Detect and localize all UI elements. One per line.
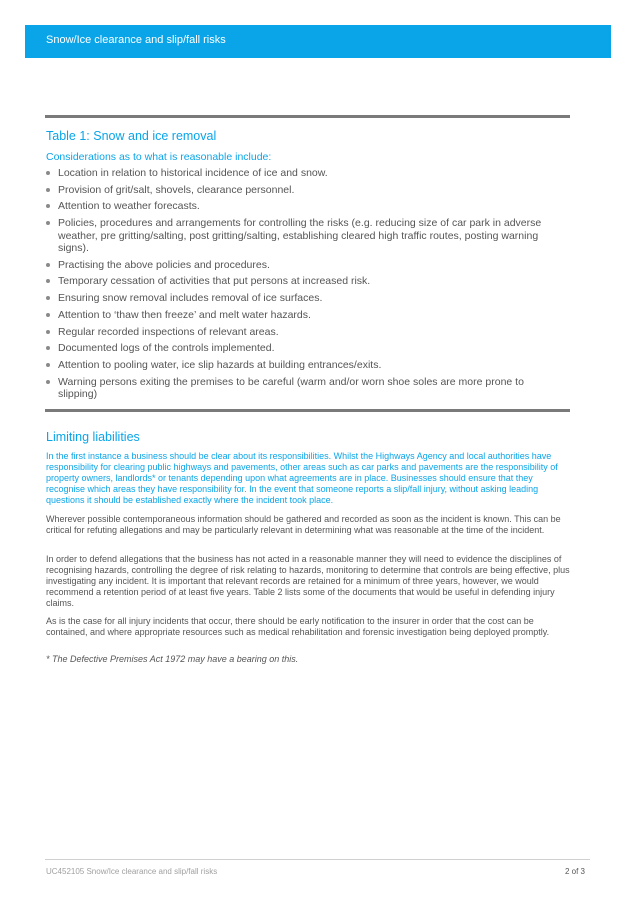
list-item <box>46 326 558 339</box>
bullet-icon <box>46 204 50 208</box>
bullet-icon <box>46 330 50 334</box>
table-top-rule <box>45 115 570 118</box>
table-subtitle: Considerations as to what is reasonable include: <box>46 151 272 163</box>
list-item <box>46 167 558 180</box>
list-item <box>46 342 558 355</box>
table-title: Table 1: Snow and ice removal <box>46 129 217 143</box>
bullet-icon <box>46 263 50 267</box>
body-paragraph: As is the case for all injury incidents that occur, there should be early notification to the insurer in order that the cost can be contained, and where appropriate resources such as medical rehabilitation and forensic investigation being deployed promptly. <box>46 616 550 637</box>
bullet-icon <box>46 279 50 283</box>
section-title: Limiting liabilities <box>46 430 140 444</box>
list-item <box>46 359 558 372</box>
bullet-icon <box>46 171 50 175</box>
list-item <box>46 376 558 401</box>
intro-paragraph: In the first instance a business should be clear about its responsibilities. Whilst the Highways Agency and local authorities have responsibility for clearing public highways and pavements, other areas such as car parks and pavements are the responsibility of property owners, landlords* or tenants depending upon what agreements are in place. Businesses should ensure that they recognise which areas they have responsibility for. In the event that someone reports a slip/fall injury, without asking leading questions it should be established exactly where the incident took place. <box>46 451 558 505</box>
list-item <box>46 275 558 288</box>
body-paragraph: Wherever possible contemporaneous information should be gathered and recorded as soon as the incident is known. This can be critical for refuting allegations and may be particularly relevant in determining what was reasonable at the time of the incident. <box>46 514 561 535</box>
list-item-text: Policies, procedures and arrangements for controlling the risks (e.g. reducing size of car park in adverse weather, pre gritting/salting, post gritting/salting, establishing cleared high traffic routes, posting warning signs). <box>58 217 542 255</box>
list-item-text: Attention to weather forecasts. <box>58 200 200 213</box>
list-item <box>46 309 558 322</box>
list-item-text: Temporary cessation of activities that put persons at increased risk. <box>58 275 371 288</box>
body-paragraph: In order to defend allegations that the business has not acted in a reasonable manner they will need to evidence the disciplines of recognising hazards, controlling the degree of risk relating to hazards, monitoring to determine that controls are being effective, plus investigating any incident. It is important that relevant records are retained for a minimum of three years, however, we would recommend a retention period of at least five years. Table 2 lists some of the documents that would be useful in defending injury claims. <box>46 554 570 608</box>
list-item <box>46 184 558 197</box>
list-item-text: Practising the above policies and procedures. <box>58 258 270 271</box>
bullet-icon <box>46 313 50 317</box>
header-title: Snow/Ice clearance and slip/fall risks <box>46 34 226 46</box>
bullet-icon <box>46 221 50 225</box>
list-item-text: Attention to pooling water, ice slip hazards at building entrances/exits. <box>58 358 382 371</box>
list-item-text: Documented logs of the controls implemented. <box>58 342 275 355</box>
considerations-list <box>46 167 558 405</box>
page-number: 2 of 3 <box>564 867 585 876</box>
bullet-icon <box>46 188 50 192</box>
list-item-text: Location in relation to historical incidence of ice and snow. <box>58 167 328 179</box>
list-item <box>46 292 558 305</box>
footnote: * The Defective Premises Act 1972 may have a bearing on this. <box>46 654 299 664</box>
list-item <box>46 200 558 213</box>
bullet-icon <box>46 296 50 300</box>
bullet-icon <box>46 380 50 384</box>
list-item <box>46 217 558 255</box>
table-bottom-rule <box>45 409 570 412</box>
list-item-text: Provision of grit/salt, shovels, clearance personnel. <box>58 183 295 196</box>
list-item-text: Ensuring snow removal includes removal of ice surfaces. <box>58 292 323 305</box>
bullet-icon <box>46 363 50 367</box>
list-item-text: Regular recorded inspections of relevant areas. <box>58 325 279 338</box>
bullet-icon <box>46 346 50 350</box>
footer-rule <box>45 859 590 860</box>
list-item-text: Attention to ‘thaw then freeze’ and melt water hazards. <box>58 308 311 321</box>
header-bar <box>25 25 611 58</box>
list-item <box>46 259 558 272</box>
footer-reference: UC452105 Snow/Ice clearance and slip/fall risks <box>46 867 218 876</box>
list-item-text: Warning persons exiting the premises to be careful (warm and/or worn shoe soles are more prone to slipping) <box>58 375 524 401</box>
